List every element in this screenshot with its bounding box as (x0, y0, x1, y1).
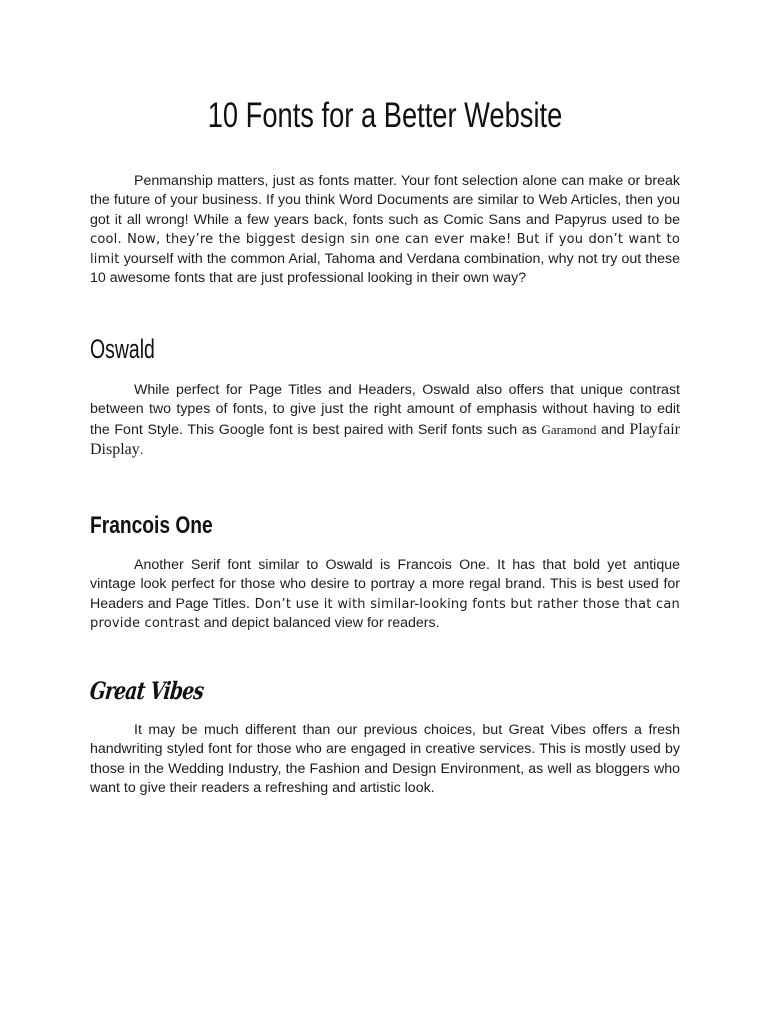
page-title: 10 Fonts for a Better Website (207, 96, 563, 135)
francois-text-3: and depict balanced view for readers. (199, 615, 440, 632)
intro-text-2: cool. Now, they’re the biggest design sin one can ever make! But if you don’t want to limit (90, 232, 680, 267)
oswald-end: . (139, 442, 144, 459)
oswald-and: and (596, 421, 630, 438)
document-page (90, 0, 680, 1024)
oswald-text: While perfect for Page Titles and Headers, Oswald also offers that unique contrast between two types of fonts, to give just the right amount of emphasis without having to edit the Font Style. This Google font is best paired with Serif fonts such as (90, 382, 680, 438)
intro-text-3: yourself with the common Arial, Tahoma and Verdana combination, why not try out these 10 awesome fonts that are just professional looking in their own way? (90, 250, 680, 287)
section-paragraph-great-vibes: It may be much different than our previous choices, but Great Vibes offers a fresh handwriting styled font for those who are engaged in creative services. This is mostly used by those in the Wedding Industry, the Fashion and Design Environment, as well as bloggers who want to give their readers a refreshing and artistic look. (90, 722, 680, 797)
intro-paragraph (90, 172, 680, 288)
section-heading-oswald: Oswald (90, 334, 155, 364)
section-heading-francois-one: Francois One (90, 512, 213, 539)
intro-text-1: Penmanship matters, just as fonts matter. Your font selection alone can make or break the future of your business. If you think Word Documents are similar to Web Articles, then you got it all wrong! While a few years back, fonts such as Comic Sans and Papyrus used to be (90, 173, 680, 228)
section-paragraph-oswald (90, 381, 680, 461)
playfair-sample: Playfair Display (90, 420, 680, 459)
section-paragraph-francois-one (90, 556, 680, 634)
francois-text-2: . Don’t use it with similar-looking fonts but rather those that can provide contrast (90, 596, 680, 632)
section-heading-great-vibes: Great Vibes (88, 676, 205, 705)
francois-text-1: Another Serif font similar to Oswald is Francois One. It has that bold yet antique vintage look perfect for those who desire to portray a more regal brand. This is best used for Headers and Page Titles (90, 557, 680, 612)
garamond-sample: Garamond (541, 421, 597, 437)
